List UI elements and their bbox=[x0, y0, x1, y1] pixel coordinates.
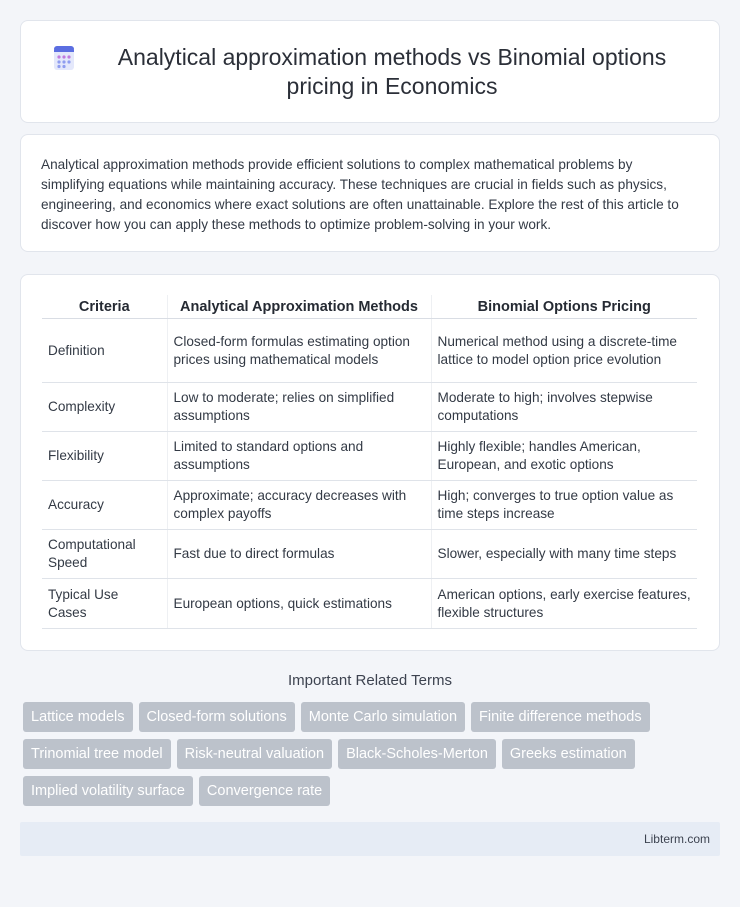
comparison-table bbox=[42, 295, 697, 629]
analytical-cell: Approximate; accuracy decreases with complex payoffs bbox=[167, 481, 431, 530]
document-icon bbox=[51, 45, 77, 71]
related-tag[interactable]: Greeks estimation bbox=[502, 739, 635, 769]
related-terms-title: Important Related Terms bbox=[288, 672, 452, 689]
analytical-cell: Low to moderate; relies on simplified assumptions bbox=[167, 383, 431, 432]
header-criteria: Criteria bbox=[42, 295, 167, 319]
header-binomial: Binomial Options Pricing bbox=[431, 295, 697, 319]
page-title: Analytical approximation methods vs Binomial options pricing in Economics bbox=[117, 43, 667, 99]
related-tag[interactable]: Trinomial tree model bbox=[23, 739, 171, 769]
analytical-cell: Fast due to direct formulas bbox=[167, 530, 431, 579]
footer-site-link[interactable]: Libterm.com bbox=[643, 832, 710, 846]
header-analytical: Analytical Approximation Methods bbox=[167, 295, 431, 319]
criteria-cell: Flexibility bbox=[42, 432, 167, 481]
related-tag[interactable]: Finite difference methods bbox=[471, 702, 650, 732]
related-tag[interactable]: Convergence rate bbox=[199, 776, 330, 806]
intro-paragraph: Analytical approximation methods provide efficient solutions to complex mathematical problems by simplifying equations while maintaining accuracy. These techniques are crucial in fields such as physics, engineering, and economics where exact solutions are often unattainable. Explore the rest of this article to discover how you can apply these methods to optimize problem-solving in your work. bbox=[41, 157, 679, 232]
binomial-cell: American options, early exercise features, flexible structures bbox=[431, 579, 697, 629]
table-header-row bbox=[42, 295, 697, 319]
criteria-cell: Complexity bbox=[42, 383, 167, 432]
criteria-cell: Accuracy bbox=[42, 481, 167, 530]
binomial-cell: Numerical method using a discrete-time lattice to model option price evolution bbox=[431, 319, 697, 383]
related-terms-section bbox=[0, 672, 740, 806]
related-tags bbox=[23, 702, 717, 806]
table-row bbox=[42, 383, 697, 432]
footer bbox=[20, 822, 720, 856]
related-tag[interactable]: Lattice models bbox=[23, 702, 133, 732]
table-row bbox=[42, 319, 697, 383]
intro-card bbox=[20, 134, 720, 252]
binomial-cell: High; converges to true option value as time steps increase bbox=[431, 481, 697, 530]
criteria-cell: Definition bbox=[42, 319, 167, 383]
related-tag[interactable]: Monte Carlo simulation bbox=[301, 702, 465, 732]
title-card bbox=[20, 20, 720, 123]
table-row bbox=[42, 530, 697, 579]
table-row bbox=[42, 432, 697, 481]
binomial-cell: Moderate to high; involves stepwise computations bbox=[431, 383, 697, 432]
related-tag[interactable]: Risk-neutral valuation bbox=[177, 739, 332, 769]
comparison-card bbox=[20, 274, 720, 651]
related-tag[interactable]: Implied volatility surface bbox=[23, 776, 193, 806]
analytical-cell: European options, quick estimations bbox=[167, 579, 431, 629]
criteria-cell: Typical Use Cases bbox=[42, 579, 167, 629]
related-tag[interactable]: Closed-form solutions bbox=[139, 702, 295, 732]
analytical-cell: Closed-form formulas estimating option prices using mathematical models bbox=[167, 319, 431, 383]
related-tag[interactable]: Black-Scholes-Merton bbox=[338, 739, 496, 769]
analytical-cell: Limited to standard options and assumptions bbox=[167, 432, 431, 481]
table-row bbox=[42, 579, 697, 629]
binomial-cell: Slower, especially with many time steps bbox=[431, 530, 697, 579]
table-row bbox=[42, 481, 697, 530]
title-wrap bbox=[51, 43, 689, 101]
binomial-cell: Highly flexible; handles American, European, and exotic options bbox=[431, 432, 697, 481]
criteria-cell: Computational Speed bbox=[42, 530, 167, 579]
